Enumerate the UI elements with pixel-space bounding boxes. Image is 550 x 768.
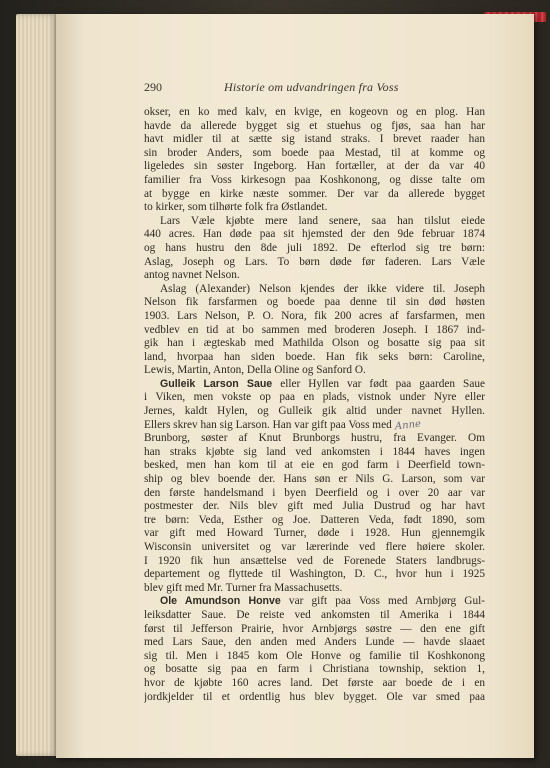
text-line: [144, 432, 485, 446]
page-number: 290: [144, 80, 162, 94]
text-line: [144, 623, 485, 637]
text-line: [144, 663, 485, 677]
person-name-heading: Ole Amundson Honve: [160, 595, 281, 608]
text-line: [144, 296, 485, 310]
body-text: [144, 106, 485, 704]
line-text: departement og flyttede til Washington, D. C., hvor hun i 1925: [144, 568, 485, 581]
line-text: var gift paa Voss med Arnbjørg Gul-: [280, 595, 485, 608]
line-text: familier fra Voss kirkesogn paa Koshkonong, og disse talte om: [144, 173, 485, 186]
person-name-heading: Gulleik Larson Saue: [160, 377, 273, 390]
running-head: [144, 80, 484, 96]
text-line: [144, 147, 485, 161]
line-text: var gift med Howard Turner, døde i 1928. Hun gjennemgik: [144, 527, 485, 540]
text-line: [144, 324, 485, 338]
text-line: [144, 555, 485, 569]
running-title: Historie om udvandringen fra Voss: [224, 80, 399, 94]
line-text: Aslag, Joseph og Lars. To børn døde før faderen. Lars Væle: [144, 255, 485, 268]
line-text: han straks kjøbte sig land ved ankomsten i 1844 haves ingen: [144, 445, 485, 458]
line-text: gik han i ægteskab med Mathilda Olson og bosatte sig paa sit: [144, 337, 485, 350]
text-line: [144, 351, 485, 365]
line-text: med Lars Saue, den anden med Anders Lunde — havde slaaet: [144, 636, 485, 649]
text-line: [144, 283, 485, 297]
text-line: [144, 650, 485, 664]
line-text: postmester der. Nils blev gift med Julia Dustrud og har havt: [144, 500, 485, 513]
line-text: Aslag (Alexander) Nelson kjendes der ikke videre til. Joseph: [160, 282, 485, 295]
text-line: [144, 527, 485, 541]
line-text: to kirker, som tilhørte folk fra Østlandet.: [144, 201, 328, 214]
line-text: 1903. Lars Nelson, P. O. Nora, fik 200 acres af farsfarmen, men: [144, 309, 485, 322]
text-line: [144, 677, 485, 691]
text-line: [144, 120, 485, 134]
line-text: I 1920 fik hun ansættelse ved de Forenede Staters landbrugs-: [144, 554, 485, 567]
line-text: den første handelsmand i byen Deerfield og i over 20 aar var: [144, 486, 485, 499]
line-text: antog navnet Nelson.: [144, 269, 240, 282]
line-text: besked, men han kom til at eie en god farm i Deerfield town-: [144, 459, 485, 472]
text-line: [144, 582, 485, 596]
line-text: Brunborg, søster af Knut Brunborgs hustru, fra Evanger. Om: [144, 432, 485, 445]
line-text: okser, en ko med kalv, en kvige, en kogeovn og en plog. Han: [144, 106, 485, 118]
line-text: Jernes, kaldt Hylen, og Gulleik gik altid under navnet Hyllen.: [144, 405, 485, 418]
text-line: [144, 188, 485, 202]
line-text: i Viken, men vokste op paa en plads, vistnok under Nyre eller: [144, 391, 485, 404]
text-line: [144, 391, 485, 405]
text-line: [144, 541, 485, 555]
text-line: [144, 378, 485, 392]
line-text: Lewis, Martin, Anton, Della Oline og Sanford O.: [144, 364, 366, 377]
text-line: [144, 405, 485, 419]
text-line: [144, 514, 485, 528]
line-text: jordkjelder til et ordentlig hus blev bygget. Ole var smed paa: [144, 690, 485, 703]
line-text: 440 acres. Han døde paa sit hjemsted der den 9de februar 1874: [144, 228, 485, 241]
line-text: ligeledes sin søster Ingeborg. Han fortæller, at der da var 40: [144, 160, 485, 173]
text-line: [144, 595, 485, 609]
text-line: [144, 310, 485, 324]
line-text: vedblev en tid at bo sammen med broderen Joseph. I 1867 ind-: [144, 323, 485, 336]
text-line: [144, 269, 485, 283]
text-line: [144, 609, 485, 623]
line-text: land, hvorpaa han siden boede. Han fik seks børn: Caroline,: [144, 350, 485, 363]
text-line: [144, 242, 485, 256]
line-text: blev gift med Mr. Turner fra Massachusetts.: [144, 581, 343, 594]
line-text: havde da allerede bygget sig et stuehus og fjøs, saa han har: [144, 119, 485, 132]
text-line: [144, 256, 485, 270]
text-line: [144, 568, 485, 582]
text-line: [144, 133, 485, 147]
line-text: havt midler til at sætte sig istand straks. I brevet raader han: [144, 133, 485, 146]
text-line: [144, 487, 485, 501]
line-text: og hans hustru den 8de juli 1892. De efterlod sig tre børn:: [144, 241, 485, 254]
line-text: Lars Væle kjøbte mere land senere, saa han tilslut eiede: [160, 214, 485, 227]
text-line: [144, 201, 485, 215]
line-text: hvor de kjøbte 160 acres land. Det første aar boede de i en: [144, 676, 485, 689]
text-line: [144, 106, 485, 120]
line-text: Wisconsin universitet og var lærerinde ved flere høiere skoler.: [144, 541, 485, 553]
text-line: [144, 419, 485, 433]
text-line: [144, 228, 485, 242]
line-text: at bygge en kirke næste sommer. Der var da allerede bygget: [144, 187, 485, 200]
text-line: [144, 337, 485, 351]
line-text: sig til. Men i 1845 kom Ole Honve og familie til Koshkonong: [144, 649, 485, 662]
line-text: leiksdatter Saue. De reiste ved ankomsten til Amerika i 1844: [144, 608, 485, 621]
line-text: Ellers skrev han sig Larson. Han var gift paa Voss med: [144, 418, 395, 431]
line-text: ship og blev boende der. Hans søn er Nils G. Larson, som var: [144, 473, 485, 486]
line-text: sin broder Anders, som boede paa Mestad, til at komme og: [144, 146, 485, 159]
text-line: [144, 691, 485, 705]
text-line: [144, 636, 485, 650]
text-line: [144, 446, 485, 460]
text-line: [144, 500, 485, 514]
line-text: Nelson fik farsfarmen og boede paa denne til sin død høsten: [144, 296, 485, 309]
text-line: [144, 174, 485, 188]
handwritten-annotation: Anne: [394, 418, 422, 432]
line-text: og bosatte sig paa en farm i Christiana township, sektion 1,: [144, 663, 485, 676]
text-line: [144, 160, 485, 174]
text-line: [144, 215, 485, 229]
line-text: tre børn: Veda, Esther og Joe. Datteren Veda, født 1890, som: [144, 513, 485, 526]
text-line: [144, 473, 485, 487]
text-line: [144, 364, 485, 378]
text-line: [144, 459, 485, 473]
line-text: eller Hyllen var født paa gaarden Saue: [272, 377, 485, 390]
line-text: først til Jefferson Prairie, hvor Arnbjørgs søstre — den ene gift: [144, 622, 485, 635]
page-edges: [16, 14, 58, 756]
